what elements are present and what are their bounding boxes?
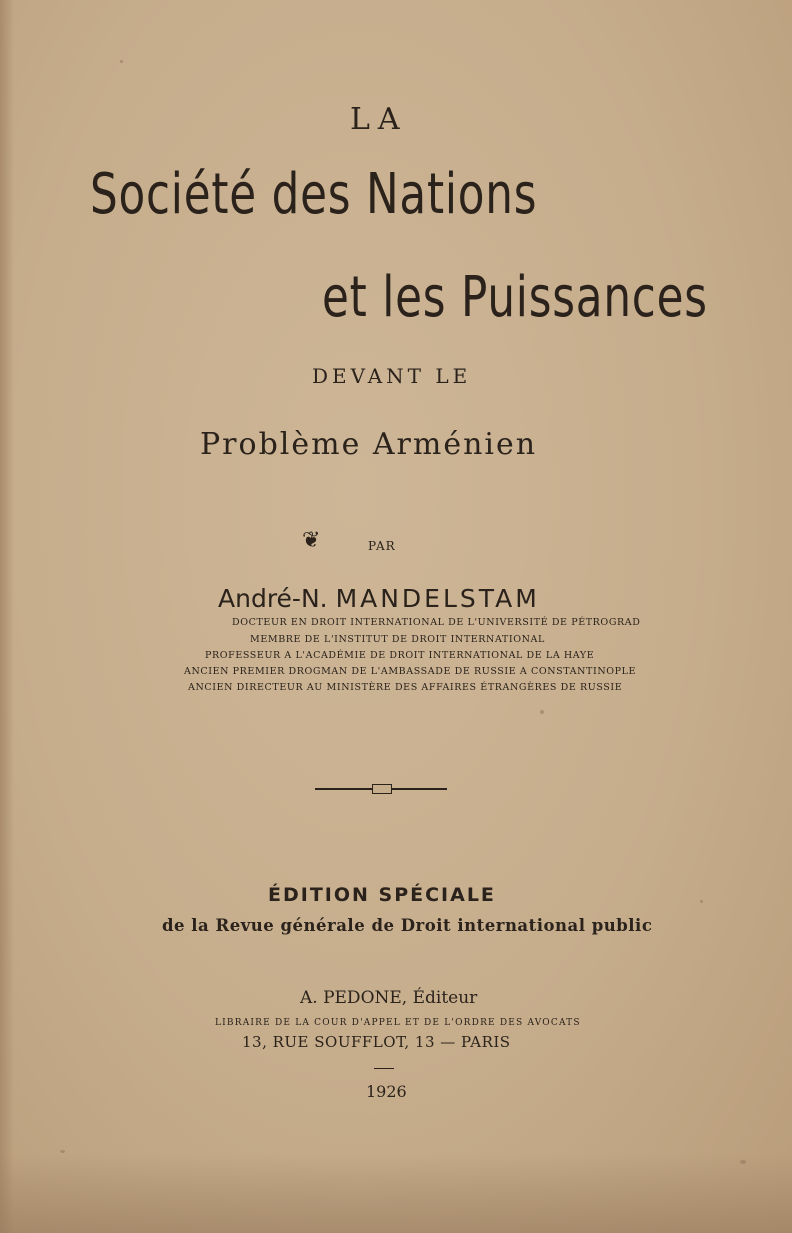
publisher-address: 13, RUE SOUFFLOT, 13 — PARIS bbox=[242, 1033, 511, 1051]
divider-ornament bbox=[372, 784, 392, 794]
author-first-name: André-N. bbox=[218, 584, 328, 613]
ornament-icon: ❦ bbox=[302, 528, 321, 553]
title-line-1: Société des Nations bbox=[90, 162, 538, 227]
credential-line: ANCIEN DIRECTEUR AU MINISTÈRE DES AFFAIRES ÉTRANGÈRES DE RUSSIE bbox=[188, 682, 623, 693]
edition-heading: ÉDITION SPÉCIALE bbox=[268, 884, 496, 906]
paper-speck bbox=[740, 1160, 746, 1164]
title-article: LA bbox=[350, 102, 408, 137]
paper-speck bbox=[700, 900, 703, 903]
author-last-name: MANDELSTAM bbox=[335, 584, 540, 613]
credential-line: DOCTEUR EN DROIT INTERNATIONAL DE L'UNIVERSITÉ DE PÉTROGRAD bbox=[232, 617, 641, 628]
paper-edge-shadow bbox=[0, 0, 14, 1233]
par-label: PAR bbox=[368, 539, 396, 553]
title-devant: DEVANT LE bbox=[312, 364, 472, 388]
paper-speck bbox=[120, 60, 123, 63]
title-subject: Problème Arménien bbox=[200, 427, 538, 462]
year-separator bbox=[374, 1068, 394, 1069]
edition-source: de la Revue générale de Droit international public bbox=[162, 916, 653, 935]
credential-line: PROFESSEUR A L'ACADÉMIE DE DROIT INTERNATIONAL DE LA HAYE bbox=[205, 650, 595, 661]
publisher-description: LIBRAIRE DE LA COUR D'APPEL ET DE L'ORDRE DES AVOCATS bbox=[215, 1018, 581, 1028]
paper-bottom-stain bbox=[0, 1153, 792, 1233]
credential-line: MEMBRE DE L'INSTITUT DE DROIT INTERNATIONAL bbox=[250, 634, 545, 645]
credential-line: ANCIEN PREMIER DROGMAN DE L'AMBASSADE DE RUSSIE A CONSTANTINOPLE bbox=[184, 666, 637, 677]
publisher-name: A. PEDONE, Éditeur bbox=[300, 988, 478, 1008]
paper-speck bbox=[540, 710, 544, 714]
publication-year: 1926 bbox=[366, 1082, 407, 1101]
paper-speck bbox=[60, 1150, 65, 1153]
author-name bbox=[218, 584, 540, 613]
title-line-2: et les Puissances bbox=[322, 265, 708, 330]
